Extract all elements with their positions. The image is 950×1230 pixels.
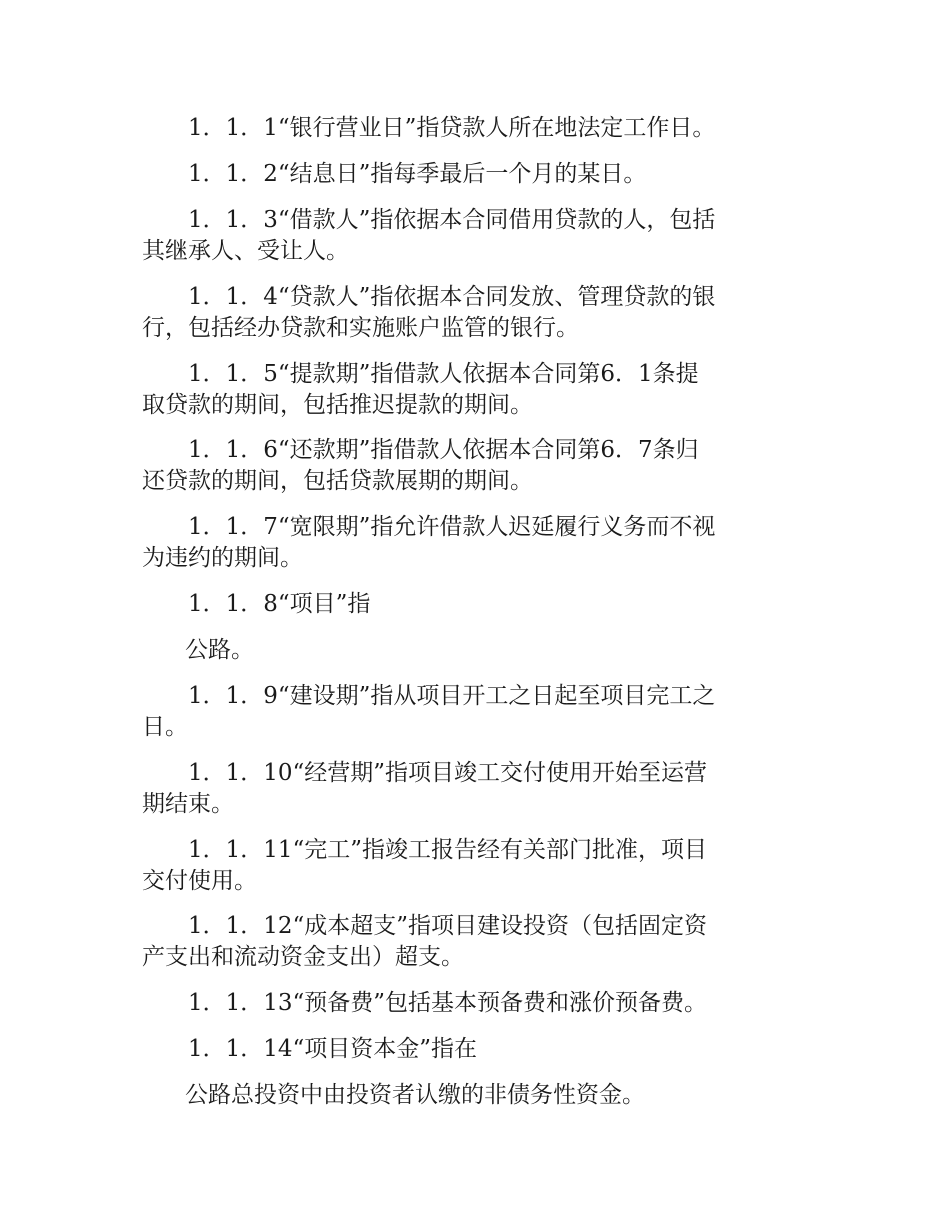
paragraph-8-line-1: 1．1．8“项目”指 xyxy=(188,591,371,617)
paragraph-11-line-2: 交付使用。 xyxy=(142,868,257,894)
paragraph-6-line-2: 还贷款的期间，包括贷款展期的期间。 xyxy=(142,468,533,494)
paragraph-6-line-1: 1．1．6“还款期”指借款人依据本合同第6．7条归 xyxy=(188,437,699,463)
paragraph-9-line-2: 日。 xyxy=(142,714,188,740)
paragraph-1-line-1: 1．1．1“银行营业日”指贷款人所在地法定工作日。 xyxy=(188,115,716,141)
paragraph-5-line-2: 取贷款的期间，包括推迟提款的期间。 xyxy=(142,392,533,418)
paragraph-8-continuation: 公路。 xyxy=(185,637,254,663)
paragraph-7-line-1: 1．1．7“宽限期”指允许借款人迟延履行义务而不视 xyxy=(188,514,716,540)
paragraph-11-line-1: 1．1．11“完工”指竣工报告经有关部门批准，项目 xyxy=(188,837,708,863)
paragraph-5-line-1: 1．1．5“提款期”指借款人依据本合同第6．1条提 xyxy=(188,361,699,387)
paragraph-3-line-1: 1．1．3“借款人”指依据本合同借用贷款的人，包括 xyxy=(188,207,716,233)
paragraph-4-line-1: 1．1．4“贷款人”指依据本合同发放、管理贷款的银 xyxy=(188,284,716,310)
paragraph-7-line-2: 为违约的期间。 xyxy=(142,545,303,571)
paragraph-3-line-2: 其继承人、受让人。 xyxy=(142,238,349,264)
paragraph-13-line-1: 1．1．13“预备费”包括基本预备费和涨价预备费。 xyxy=(188,990,708,1016)
paragraph-9-line-1: 1．1．9“建设期”指从项目开工之日起至项目完工之 xyxy=(188,683,716,709)
paragraph-10-line-1: 1．1．10“经营期”指项目竣工交付使用开始至运营 xyxy=(188,760,708,786)
paragraph-2-line-1: 1．1．2“结息日”指每季最后一个月的某日。 xyxy=(188,161,647,187)
paragraph-12-line-2: 产支出和流动资金支出）超支。 xyxy=(142,944,464,970)
paragraph-14-line-1: 1．1．14“项目资本金”指在 xyxy=(188,1036,478,1062)
paragraph-10-line-2: 期结束。 xyxy=(142,791,234,817)
paragraph-12-line-1: 1．1．12“成本超支”指项目建设投资（包括固定资 xyxy=(188,913,708,939)
paragraph-14-continuation: 公路总投资中由投资者认缴的非债务性资金。 xyxy=(185,1082,645,1108)
paragraph-4-line-2: 行，包括经办贷款和实施账户监管的银行。 xyxy=(142,315,579,341)
